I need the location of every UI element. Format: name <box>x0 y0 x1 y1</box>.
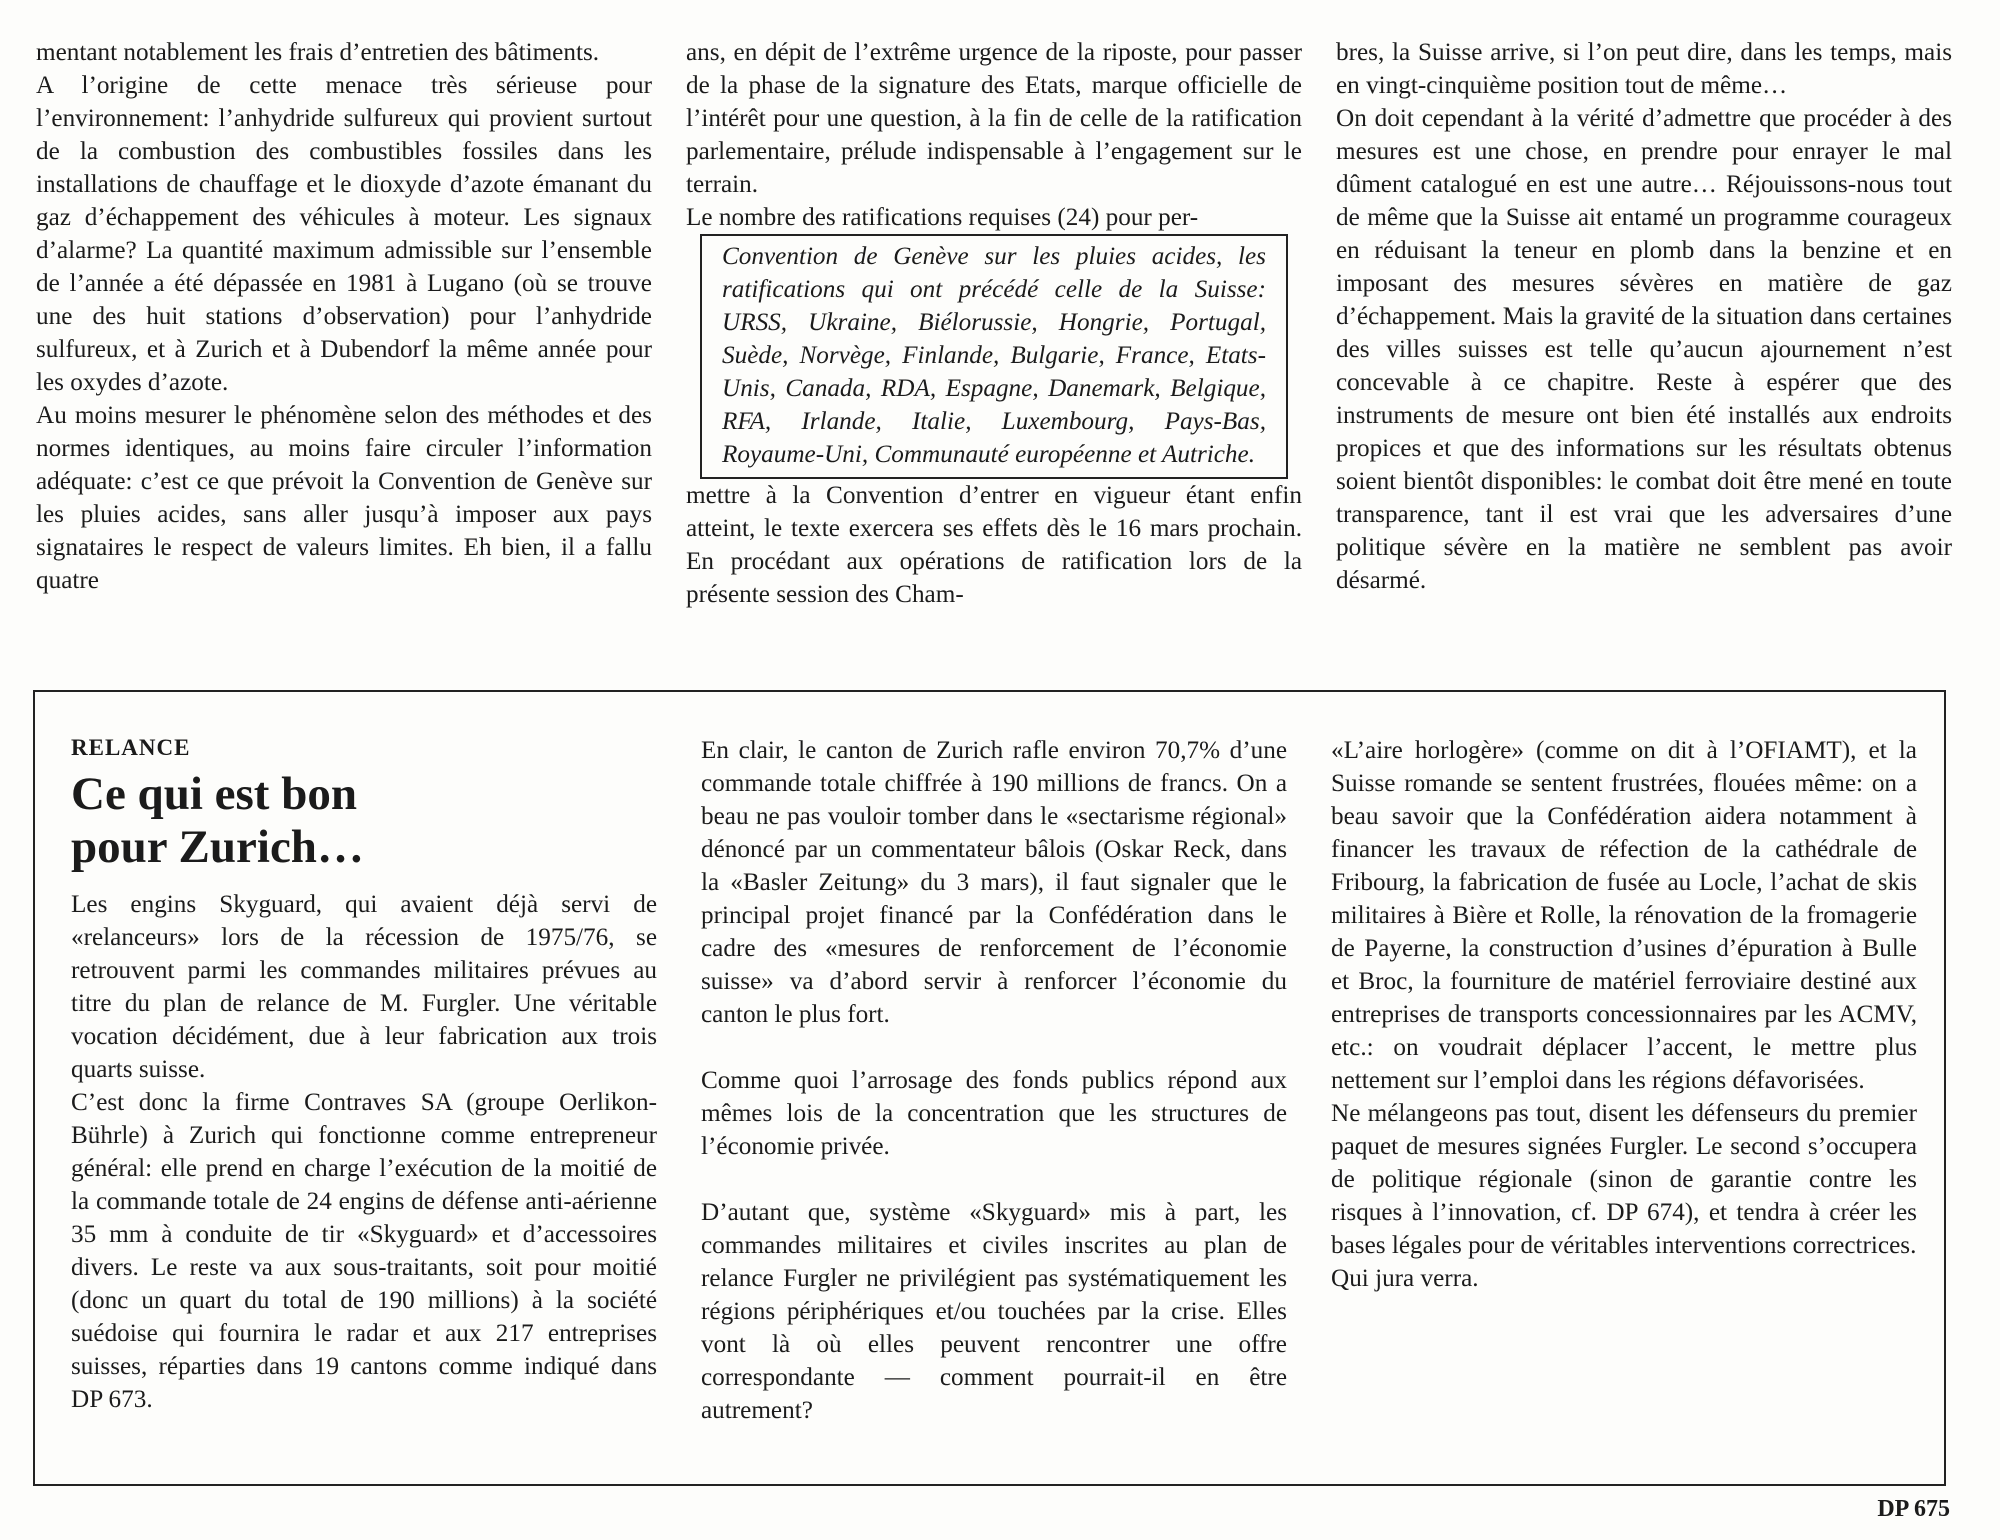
paragraph: D’autant que, système «Skyguard» mis à part, les commandes militaires et civiles inscrites au plan de relance Furgler ne privilégient pas systématiquement les régions périphériques et/ou touchées par la crise. Elles vont là où elles peuvent rencontrer une offre correspondante — comment pourrait-il en être autrement? <box>701 1199 1287 1424</box>
column-middle <box>686 36 1302 611</box>
paragraph: On doit cependant à la vérité d’admettre que procéder à des mesures est une chose, en prendre pour enrayer le mal dûment catalogué en est une autre… Réjouissons-nous tout de même que la Suisse ait entamé un programme courageux en réduisant la teneur en plomb dans la benzine et en imposant des mesures sévères en matière de gaz d’échappement. Mais la gravité de la situation dans certaines des villes suisses est telle qu’aucun ajournement n’est concevable à ce chapitre. Reste à espérer que des instruments de mesure ont bien été installés aux endroits propices et que des informations sur les résultats obtenus soient bientôt disponibles: le combat doit être mené en toute transparence, tant il est vrai que les adversaires d’une politique sévère en la matière ne semblent pas avoir désarmé. <box>1336 105 1952 594</box>
page-number: DP 675 <box>1877 1496 1950 1522</box>
article-kicker: RELANCE <box>71 735 191 760</box>
paragraph: A l’origine de cette menace très sérieuse pour l’environnement: l’anhydride sulfureux qui provient surtout de la combustion des combustibles fossiles dans les installations de chauffage et le dioxyde d’azote émanant du gaz d’échappement des véhicules à moteur. Les signaux d’alarme? La quantité maximum admissible sur l’ensemble de l’année a été dépassée en 1981 à Lugano (où se trouve une des huit stations d’observation) pour l’anhydride sulfureux, et à Zurich et à Dubendorf la même année pour les oxydes d’azote. <box>36 72 652 396</box>
paragraph: C’est donc la firme Contraves SA (groupe Oerlikon-Bührle) à Zurich qui fonctionne comme entrepreneur général: elle prend en charge l’exécution de la moitié de la commande totale de 24 engins de défense anti-aérienne 35 mm à conduite de tir «Skyguard» et d’accessoires divers. Le reste va aux sous-traitants, soit pour moitié (donc un quart du total de 190 millions) à la société suédoise qui fournira le radar et aux 217 entreprises suisses, réparties dans 19 cantons comme indiqué dans DP 673. <box>71 1089 657 1413</box>
paragraph: Au moins mesurer le phénomène selon des méthodes et des normes identiques, au moins faire circuler l’information adéquate: c’est ce que prévoit la Convention de Genève sur les pluies acides, sans aller jusqu’à imposer aux pays signataires le respect de valeurs limites. Eh bien, il a fallu quatre <box>36 402 652 594</box>
article-column-right <box>1331 734 1917 1295</box>
paragraph: Comme quoi l’arrosage des fonds publics répond aux mêmes lois de la concentration que les structures de l’économie privée. <box>701 1067 1287 1160</box>
article-column-left <box>71 734 657 1416</box>
article-title-line: Ce qui est bon <box>71 768 357 820</box>
paragraph: mentant notablement les frais d’entretien des bâtiments. <box>36 39 600 66</box>
article-column-middle <box>701 734 1287 1427</box>
article-title <box>71 768 657 874</box>
paragraph: Ne mélangeons pas tout, disent les défenseurs du premier paquet de mesures signées Furgler. Le second s’occupera de politique régionale (sinon de garantie contre les risques à l’innovation, cf. DP 674), et tendra à créer les bases légales pour de véritables interventions correctrices. <box>1331 1100 1917 1259</box>
paragraph: Les engins Skyguard, qui avaient déjà servi de «relanceurs» lors de la récession de 1975/76, se retrouvent parmi les commandes militaires prévues au titre du plan de relance de M. Furgler. Une véritable vocation décidément, due à leur fabrication aux trois quarts suisse. <box>71 891 657 1083</box>
article-title-line: pour Zurich… <box>71 821 364 873</box>
paragraph: mettre à la Convention d’entrer en vigueur étant enfin atteint, le texte exercera ses effets dès le 16 mars prochain. En procédant aux opérations de ratification lors de la présente session des Cham- <box>686 482 1302 608</box>
paragraph: Qui jura verra. <box>1331 1265 1479 1292</box>
paragraph: bres, la Suisse arrive, si l’on peut dire, dans les temps, mais en vingt-cinquième position tout de même… <box>1336 39 1952 99</box>
paragraph: «L’aire horlogère» (comme on dit à l’OFIAMT), et la Suisse romande se sentent frustrées, flouées même: on a beau savoir que la Confédération aidera notamment à financer les travaux de réfection de la cathédrale de Fribourg, la fabrication de fusée au Locle, l’achat de skis militaires à Bière et Rolle, la rénovation de la fromagerie de Payerne, la construction d’usines d’épuration à Bulle et Broc, la fourniture de matériel ferroviaire destiné aux entreprises de transports concessionnaires par les ACMV, etc.: on voudrait déplacer l’accent, le mettre plus nettement sur l’emploi dans les régions défavorisées. <box>1331 737 1917 1094</box>
ratifications-sidebar: Convention de Genève sur les pluies acides, les ratifications qui ont précédé celle de la Suisse: URSS, Ukraine, Biélorussie, Hongrie, Portugal, Suède, Norvège, Finlande, Bulgarie, France, Etats-Unis, Canada, RDA, Espagne, Danemark, Belgique, RFA, Irlande, Italie, Luxembourg, Pays-Bas, Royaume-Uni, Communauté européenne et Autriche. <box>700 234 1288 479</box>
article-box <box>33 690 1946 1486</box>
paragraph: Le nombre des ratifications requises (24) pour per- <box>686 204 1199 231</box>
column-left <box>36 36 652 597</box>
paragraph: ans, en dépit de l’extrême urgence de la riposte, pour passer de la phase de la signature des Etats, marque officielle de l’intérêt pour une question, à la fin de celle de la ratification parlementaire, prélude indispensable à l’engagement sur le terrain. <box>686 39 1302 198</box>
column-right <box>1336 36 1952 597</box>
paragraph: En clair, le canton de Zurich rafle environ 70,7% d’une commande totale chiffrée à 190 millions de francs. On a beau ne pas vouloir tomber dans le «sectarisme régional» dénoncé par un commentateur bâlois (Oskar Reck, dans la «Basler Zeitung» du 3 mars), il faut signaler que le principal projet financé par la Confédération dans le cadre des «mesures de renforcement de l’économie suisse» va d’abord servir à renforcer l’économie du canton le plus fort. <box>701 737 1287 1028</box>
